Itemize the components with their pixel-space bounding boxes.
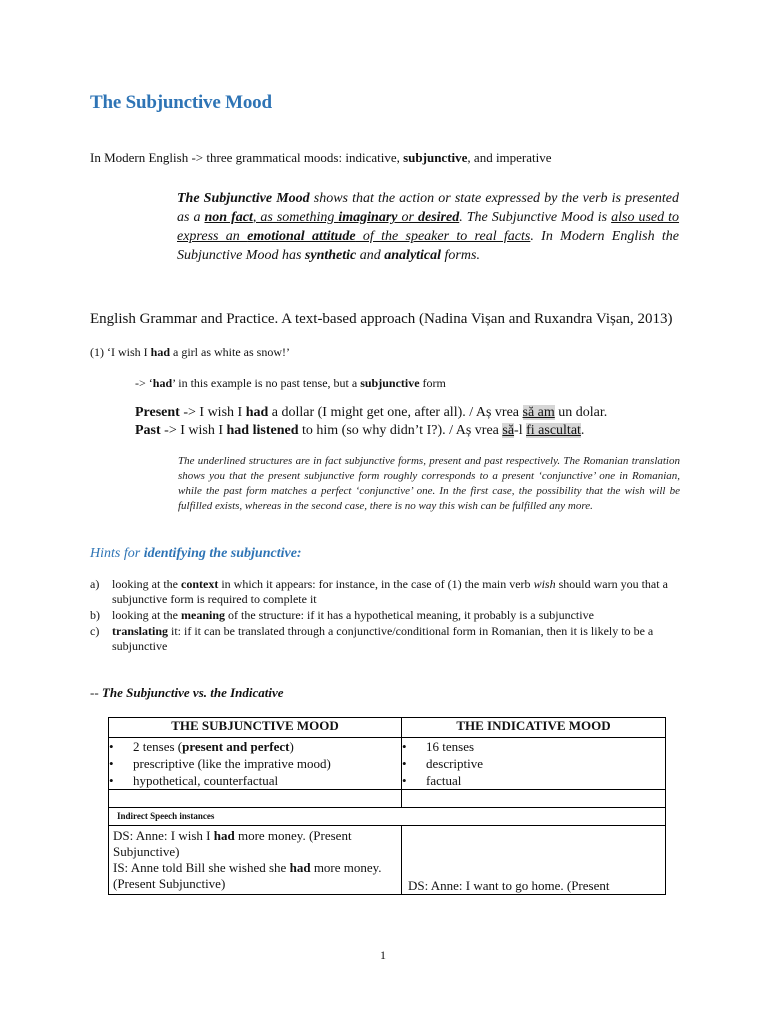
arrow-text: form	[419, 376, 446, 390]
ds-subjunctive-cell	[109, 826, 402, 895]
present-example	[135, 405, 607, 421]
present-had: had	[245, 405, 269, 420]
past-had-listened: had listened	[226, 423, 299, 438]
li-italic: wish	[533, 577, 556, 591]
table-row	[109, 790, 666, 808]
intro-tail: , and imperative	[467, 150, 552, 165]
table-row	[109, 826, 666, 895]
empty-cell	[109, 790, 402, 808]
hints-bold: identifying the subjunctive:	[143, 546, 302, 561]
ds-indicative-cell: DS: Anne: I want to go home. (Present	[402, 826, 666, 895]
list-item	[109, 738, 401, 755]
title-part1: The	[90, 92, 122, 113]
past-text: to him (so why didn’t I?). / Aș vrea	[298, 423, 503, 438]
hints-text: Hints for	[90, 546, 144, 561]
header-subjunctive: THE SUBJUNCTIVE MOOD	[109, 718, 402, 738]
past-text: .	[580, 423, 585, 438]
arrow-note	[135, 376, 446, 391]
comparison-table	[108, 717, 666, 895]
hints-list	[90, 577, 680, 655]
table-header-row	[109, 718, 666, 738]
def-term: The Subjunctive Mood	[177, 191, 310, 206]
past-label: Past	[135, 423, 161, 438]
cell-bold: had	[213, 828, 235, 843]
def-text: forms.	[441, 248, 480, 263]
li-text: in which it appears: for instance, in the case of (1) the main verb	[218, 577, 534, 591]
ex-text: (1) ‘I wish I	[90, 345, 151, 359]
def-imaginary: imaginary	[338, 210, 398, 225]
li-bold: meaning	[181, 608, 226, 622]
present-text: -> I wish I	[179, 405, 246, 420]
cell-bold: had	[289, 860, 311, 875]
list-marker: a)	[90, 577, 100, 591]
list-item: • 16 tenses	[402, 738, 665, 755]
li-text: looking at the	[112, 608, 181, 622]
def-text: also used to express an	[177, 210, 680, 244]
hints-heading	[90, 546, 302, 562]
arrow-text: -> ‘	[135, 376, 153, 390]
vs-dash: --	[90, 685, 102, 700]
subjunctive-features	[109, 738, 402, 790]
def-text: shows that the action or state expressed by the verb is presented as a	[177, 191, 679, 225]
li-bold: context	[181, 577, 219, 591]
def-text: and	[356, 248, 385, 263]
list-item	[90, 608, 680, 623]
present-text: un dolar.	[554, 405, 608, 420]
cell-text: more money. (Present Subjunctive)	[113, 828, 352, 859]
def-emotional: emotional attitude	[247, 229, 356, 244]
ex-text: a girl as white as snow!’	[170, 345, 290, 359]
def-synthetic: synthetic	[304, 248, 357, 263]
header-indicative: THE INDICATIVE MOOD	[402, 718, 666, 738]
list-item	[90, 624, 680, 654]
cell-text: DS: Anne: I wish I	[113, 828, 214, 843]
explanation-note: The underlined structures are in fact subjunctive forms, present and past respectively. The Romanian translation shows you that the present subjunctive form roughly corresponds to a present ‘conjunctive’ one in Romanian, while the past form matches a perfect ‘conjunctive’ one. In the first case, the possibility that the wish will be fulfilled exists, whereas in the second case, there is no way this wish can be fulfilled any more.	[178, 455, 680, 512]
def-text: of the speaker to real facts	[355, 229, 531, 244]
page-number: 1	[380, 948, 386, 962]
li-text: should warn you that a subjunctive form is required to complete it	[112, 577, 668, 606]
past-highlight: să	[502, 423, 515, 438]
list-marker: c)	[90, 624, 100, 638]
present-highlight: să am	[522, 405, 555, 420]
indicative-features	[402, 738, 666, 790]
intro-bold: subjunctive	[403, 150, 468, 165]
arrow-subjunctive: subjunctive	[360, 376, 420, 390]
def-text: . The Subjunctive Mood is	[459, 210, 612, 225]
list-item: • prescriptive (like the imprative mood)	[109, 755, 401, 772]
cell-bold: present and perfect	[182, 739, 290, 754]
list-marker: b)	[90, 608, 100, 622]
def-text: or	[397, 210, 418, 225]
example-1	[90, 345, 290, 360]
past-example	[135, 423, 584, 439]
definition-paragraph	[177, 189, 679, 265]
page-title	[90, 92, 272, 114]
def-nonfact: non fact	[204, 210, 253, 225]
arrow-had: had	[152, 376, 173, 390]
def-text: . In Modern English the Subjunctive Mood has	[177, 229, 679, 263]
list-item: • descriptive	[402, 755, 665, 772]
def-text: , as something	[252, 210, 339, 225]
list-item: • factual	[402, 772, 665, 789]
indirect-speech-label: Indirect Speech instances	[109, 808, 666, 826]
present-text: a dollar (I might get one, after all). / Aș vrea	[268, 405, 523, 420]
li-text: of the structure: if it has a hypothetical meaning, it probably is a subjunctive	[225, 608, 594, 622]
def-analytical: analytical	[384, 248, 442, 263]
li-text: looking at the	[112, 577, 181, 591]
cell-text: IS: Anne told Bill she wished she	[113, 860, 290, 875]
ex-had: had	[150, 345, 171, 359]
past-text: -> I wish I	[160, 423, 227, 438]
comparison-heading	[90, 685, 284, 701]
intro-lead: In Modern English -> three grammatical moods: indicative,	[90, 150, 400, 165]
table-row	[109, 808, 666, 826]
present-label: Present	[135, 405, 180, 420]
past-text: -l	[514, 423, 527, 438]
cell-text: )	[289, 739, 294, 754]
empty-cell	[402, 790, 666, 808]
past-highlight: fi ascultat	[526, 423, 581, 438]
intro-line	[90, 150, 552, 166]
cell-text: 2 tenses (	[133, 739, 183, 754]
li-bold: translating	[112, 624, 169, 638]
title-part2: Subjunctive Mood	[125, 92, 272, 113]
def-desired: desired	[418, 210, 460, 225]
vs-text: The Subjunctive vs. the Indicative	[101, 685, 284, 700]
list-item	[90, 577, 680, 607]
arrow-text: ’ in this example is no past tense, but a	[172, 376, 361, 390]
table-row	[109, 738, 666, 790]
list-item: • hypothetical, counterfactual	[109, 772, 401, 789]
li-text: it: if it can be translated through a conjunctive/conditional form in Romanian, then it is likely to be a subjunctive	[112, 624, 654, 653]
cell-text: more money. (Present Subjunctive)	[113, 860, 382, 891]
reference-line: English Grammar and Practice. A text-based approach (Nadina Vișan and Ruxandra Vișan, 2013)	[90, 311, 673, 327]
